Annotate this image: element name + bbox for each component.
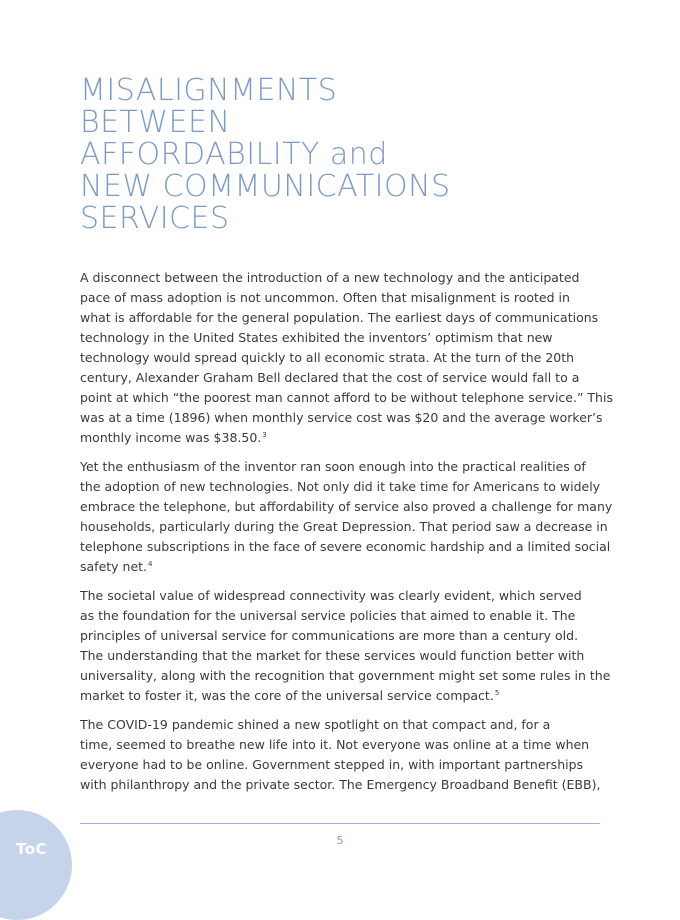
page-number: 5 — [336, 834, 344, 847]
text-line — [80, 557, 605, 577]
text-line: point at which “the poorest man cannot afford to be without telephone service.” This — [80, 390, 613, 405]
text-line-content: market to foster it, was the core of the universal service compact. — [80, 688, 494, 703]
text-line: The understanding that the market for these services would function better with — [80, 648, 585, 663]
text-line — [80, 686, 605, 706]
title-line: SERVICES — [80, 201, 230, 236]
text-line: technology in the United States exhibited the inventors’ optimism that new — [80, 330, 553, 345]
paragraph-1 — [80, 268, 613, 448]
text-line: telephone subscriptions in the face of severe economic hardship and a limited social — [80, 539, 611, 554]
text-line: century, Alexander Graham Bell declared that the cost of service would fall to a — [80, 370, 580, 385]
paragraph-3 — [80, 586, 611, 706]
text-line: The COVID-19 pandemic shined a new spotlight on that compact and, for a — [80, 717, 551, 732]
text-line: technology would spread quickly to all economic strata. At the turn of the 20th — [80, 350, 575, 365]
text-line: principles of universal service for communications are more than a century old. — [80, 628, 579, 643]
text-line — [80, 428, 605, 448]
footnote-ref[interactable]: 4 — [148, 559, 153, 568]
page-title — [80, 75, 600, 235]
title-line: NEW COMMUNICATIONS — [80, 169, 451, 204]
text-line: Yet the enthusiasm of the inventor ran soon enough into the practical realities of — [80, 459, 586, 474]
footnote-ref[interactable]: 3 — [262, 430, 267, 439]
text-line: households, particularly during the Great Depression. That period saw a decrease in — [80, 519, 608, 534]
text-line: what is affordable for the general population. The earliest days of communications — [80, 310, 599, 325]
title-line: AFFORDABILITY and — [80, 137, 388, 172]
text-line: The societal value of widespread connectivity was clearly evident, which served — [80, 588, 582, 603]
footnote-ref[interactable]: 5 — [494, 688, 500, 697]
toc-label: ToC — [16, 840, 48, 858]
text-line: A disconnect between the introduction of a new technology and the anticipated — [80, 270, 580, 285]
text-line: was at a time (1896) when monthly service cost was $20 and the average worker’s — [80, 410, 603, 425]
paragraph-4 — [80, 715, 605, 795]
text-line: the adoption of new technologies. Not only did it take time for Americans to widely — [80, 479, 601, 494]
text-line: universality, along with the recognition that government might set some rules in the — [80, 668, 611, 683]
text-line: with philanthropy and the private sector. The Emergency Broadband Benefit (EBB), — [80, 777, 601, 792]
footer-divider — [80, 823, 600, 824]
text-line: time, seemed to breathe new life into it. Not everyone was online at a time when — [80, 737, 590, 752]
text-line: pace of mass adoption is not uncommon. Often that misalignment is rooted in — [80, 290, 570, 305]
text-line-content: safety net. — [80, 559, 148, 574]
title-line: MISALIGNMENTS — [80, 73, 338, 108]
text-line: everyone had to be online. Government stepped in, with important partnerships — [80, 757, 584, 772]
body-text — [80, 268, 613, 804]
text-line: as the foundation for the universal service policies that aimed to enable it. The — [80, 608, 576, 623]
text-line: embrace the telephone, but affordability of service also proved a challenge for many — [80, 499, 613, 514]
title-line: BETWEEN — [80, 105, 231, 140]
paragraph-2 — [80, 457, 613, 577]
toc-button[interactable] — [0, 810, 72, 920]
text-line-content: monthly income was $38.50. — [80, 430, 262, 445]
